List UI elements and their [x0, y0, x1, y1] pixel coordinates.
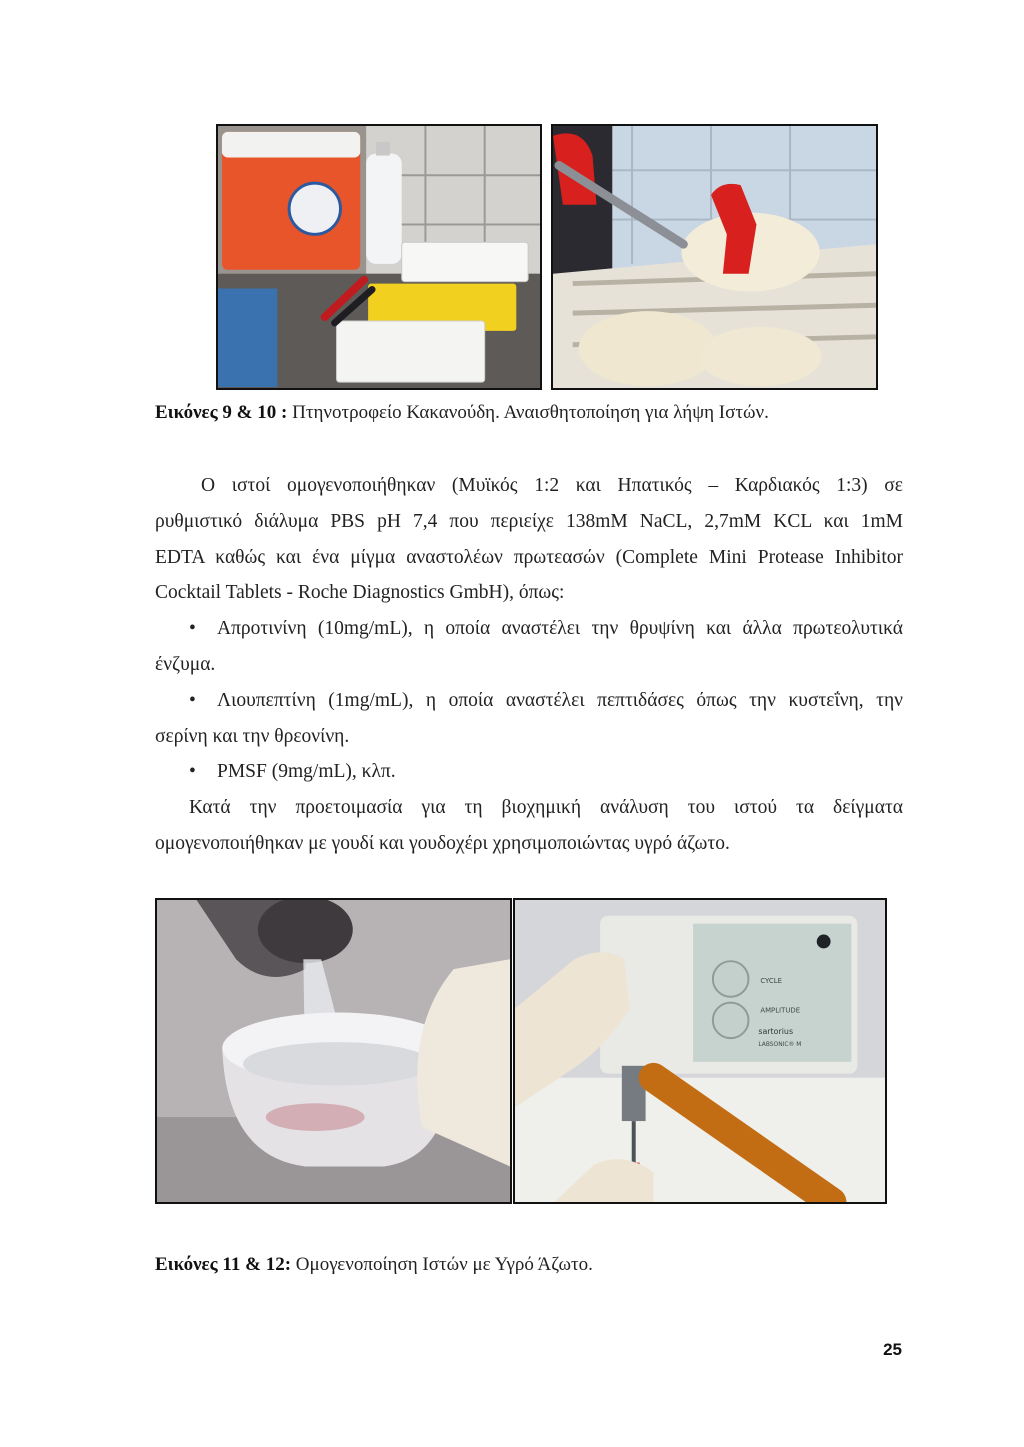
- bullet-symbol: •: [189, 618, 196, 640]
- photo-10: [551, 124, 878, 390]
- bullet-item: [155, 754, 903, 790]
- bullet-continuation: ένζυμα.: [155, 653, 216, 675]
- paragraph-2-line: Κατά την προετοιμασία για τη βιοχημική ανάλυση του ιστού τα δείγματα: [189, 797, 903, 819]
- page-number: 25: [883, 1340, 902, 1359]
- cycle-label: CYCLE: [760, 976, 782, 985]
- paragraph-2-line: ομογενοποιήθηκαν με γουδί και γουδοχέρι χρησιμοποιώντας υγρό άζωτο.: [155, 832, 730, 854]
- amplitude-label: AMPLITUDE: [760, 1006, 801, 1015]
- bullet-symbol: •: [189, 689, 196, 711]
- caption-text: Ομογενοποίηση Ιστών με Υγρό Άζωτο.: [291, 1254, 593, 1275]
- caption-label: Εικόνες 11 & 12:: [155, 1254, 292, 1275]
- brand-label: sartorius: [758, 1027, 794, 1037]
- main-text: [155, 468, 903, 862]
- paragraph-1-line: EDTA καθώς και ένα μίγμα αναστολέων πρωτεασών (Complete Mini Protease Inhibitor: [155, 546, 903, 568]
- photo-9: [216, 124, 542, 390]
- bullet-text: Απροτινίνη (10mg/mL), η οποία αναστέλει την θρυψίνη και άλλα πρωτεολυτικά: [217, 618, 903, 640]
- figure-caption-9-10: [155, 400, 769, 426]
- figure-caption-11-12: [155, 1252, 593, 1278]
- bullet-text: Λιουπεπτίνη (1mg/mL), η οποία αναστέλει πεπτιδάσες όπως την κυστεΐνη, την: [217, 689, 903, 711]
- bullet-item: [155, 683, 903, 719]
- paragraph-1-line: Ο ιστοί ομογενοποιήθηκαν (Μυϊκός 1:2 και Ηπατικός – Καρδιακός 1:3) σε: [201, 475, 903, 496]
- caption-label: Εικόνες 9 & 10 :: [155, 402, 288, 423]
- bullet-item: [155, 611, 903, 647]
- bullet-text: PMSF (9mg/mL), κλπ.: [217, 761, 396, 783]
- bullet-symbol: •: [189, 761, 196, 783]
- caption-text: Πτηνοτροφείο Κακανούδη. Αναισθητοποίηση για λήψη Ιστών.: [287, 402, 769, 423]
- paragraph-1-line: Cocktail Tablets - Roche Diagnostics GmbH), όπως:: [155, 582, 565, 604]
- model-label: LABSONIC® M: [758, 1042, 802, 1049]
- photo-12: [513, 898, 887, 1204]
- photo-11: [155, 898, 512, 1204]
- paragraph-1-line: ρυθμιστικό διάλυμα PBS pH 7,4 που περιείχε 138mM NaCL, 2,7mM KCL και 1mM: [155, 510, 903, 532]
- bullet-continuation: σερίνη και την θρεονίνη.: [155, 725, 350, 747]
